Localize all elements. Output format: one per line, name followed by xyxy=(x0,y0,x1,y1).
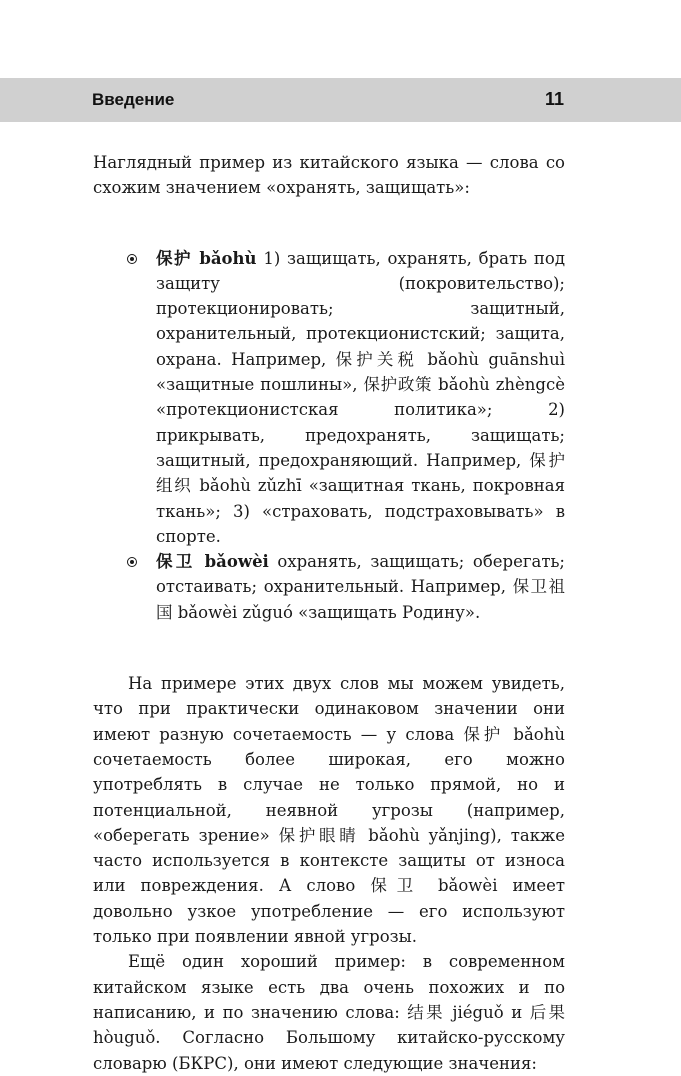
entry-term: 保卫 bǎowèi xyxy=(156,552,269,572)
body-paragraph: Ещё один хороший пример: в современном китайском языке есть два очень похожих и по написанию, и по значению слова: 结果 jiéguǒ и 后果 hòuguǒ. Согласно Большому китайско-русскому словарю (БКРС), они имеют следующие значения: xyxy=(93,952,565,1073)
chapter-title: Введение xyxy=(92,90,175,109)
definition-entry xyxy=(156,246,565,550)
bullet-icon xyxy=(127,557,137,567)
running-header xyxy=(0,78,681,122)
body-paragraph: На примере этих двух слов мы можем увидеть, что при практически одинаковом значении они имеют разную сочетаемость — у слова 保护 bǎohù сочетаемость более широкая, его можно употреблять в случае не только прямой, но и потенциальной, неявной угрозы (например, «оберегать зрение» 保护眼睛 bǎohù yǎnjing), также часто используется в контексте защиты от износа или повреждения. А слово 保卫 bǎowèi имеет довольно узкое употребление — его используют только при появлении явной угрозы. xyxy=(93,674,565,947)
entry-term: 保护 bǎohù xyxy=(156,248,257,268)
intro-paragraph: Наглядный пример из китайского языка — слова со схожим значением «охранять, защищать»: xyxy=(93,153,565,198)
definition-list xyxy=(93,246,565,625)
page-number: 11 xyxy=(544,89,564,109)
bullet-icon xyxy=(127,254,137,264)
entry-definition: 1) защищать, охранять, брать под защиту (покровительство); протекционировать; защитный, охранительный, протекционистский; защита, охрана. Например, 保护关税 bǎohù guānshuì «защитные пошлины», 保护政策 bǎohù zhèngcè «протекционистская политика»; 2) прикрывать, предохранять, защищать; защитный, предохраняющий. Например, 保护组织 bǎohù zǔzhī «защитная ткань, покровная ткань»; 3) «страховать, подстраховывать» в спорте. xyxy=(156,248,565,546)
entry-definition: охранять, защищать; оберегать; отстаивать; охранительный. Например, 保卫祖国 bǎowèi zǔguó «защищать Родину». xyxy=(156,552,565,622)
definition-entry xyxy=(156,549,565,625)
page-body xyxy=(93,150,565,1076)
